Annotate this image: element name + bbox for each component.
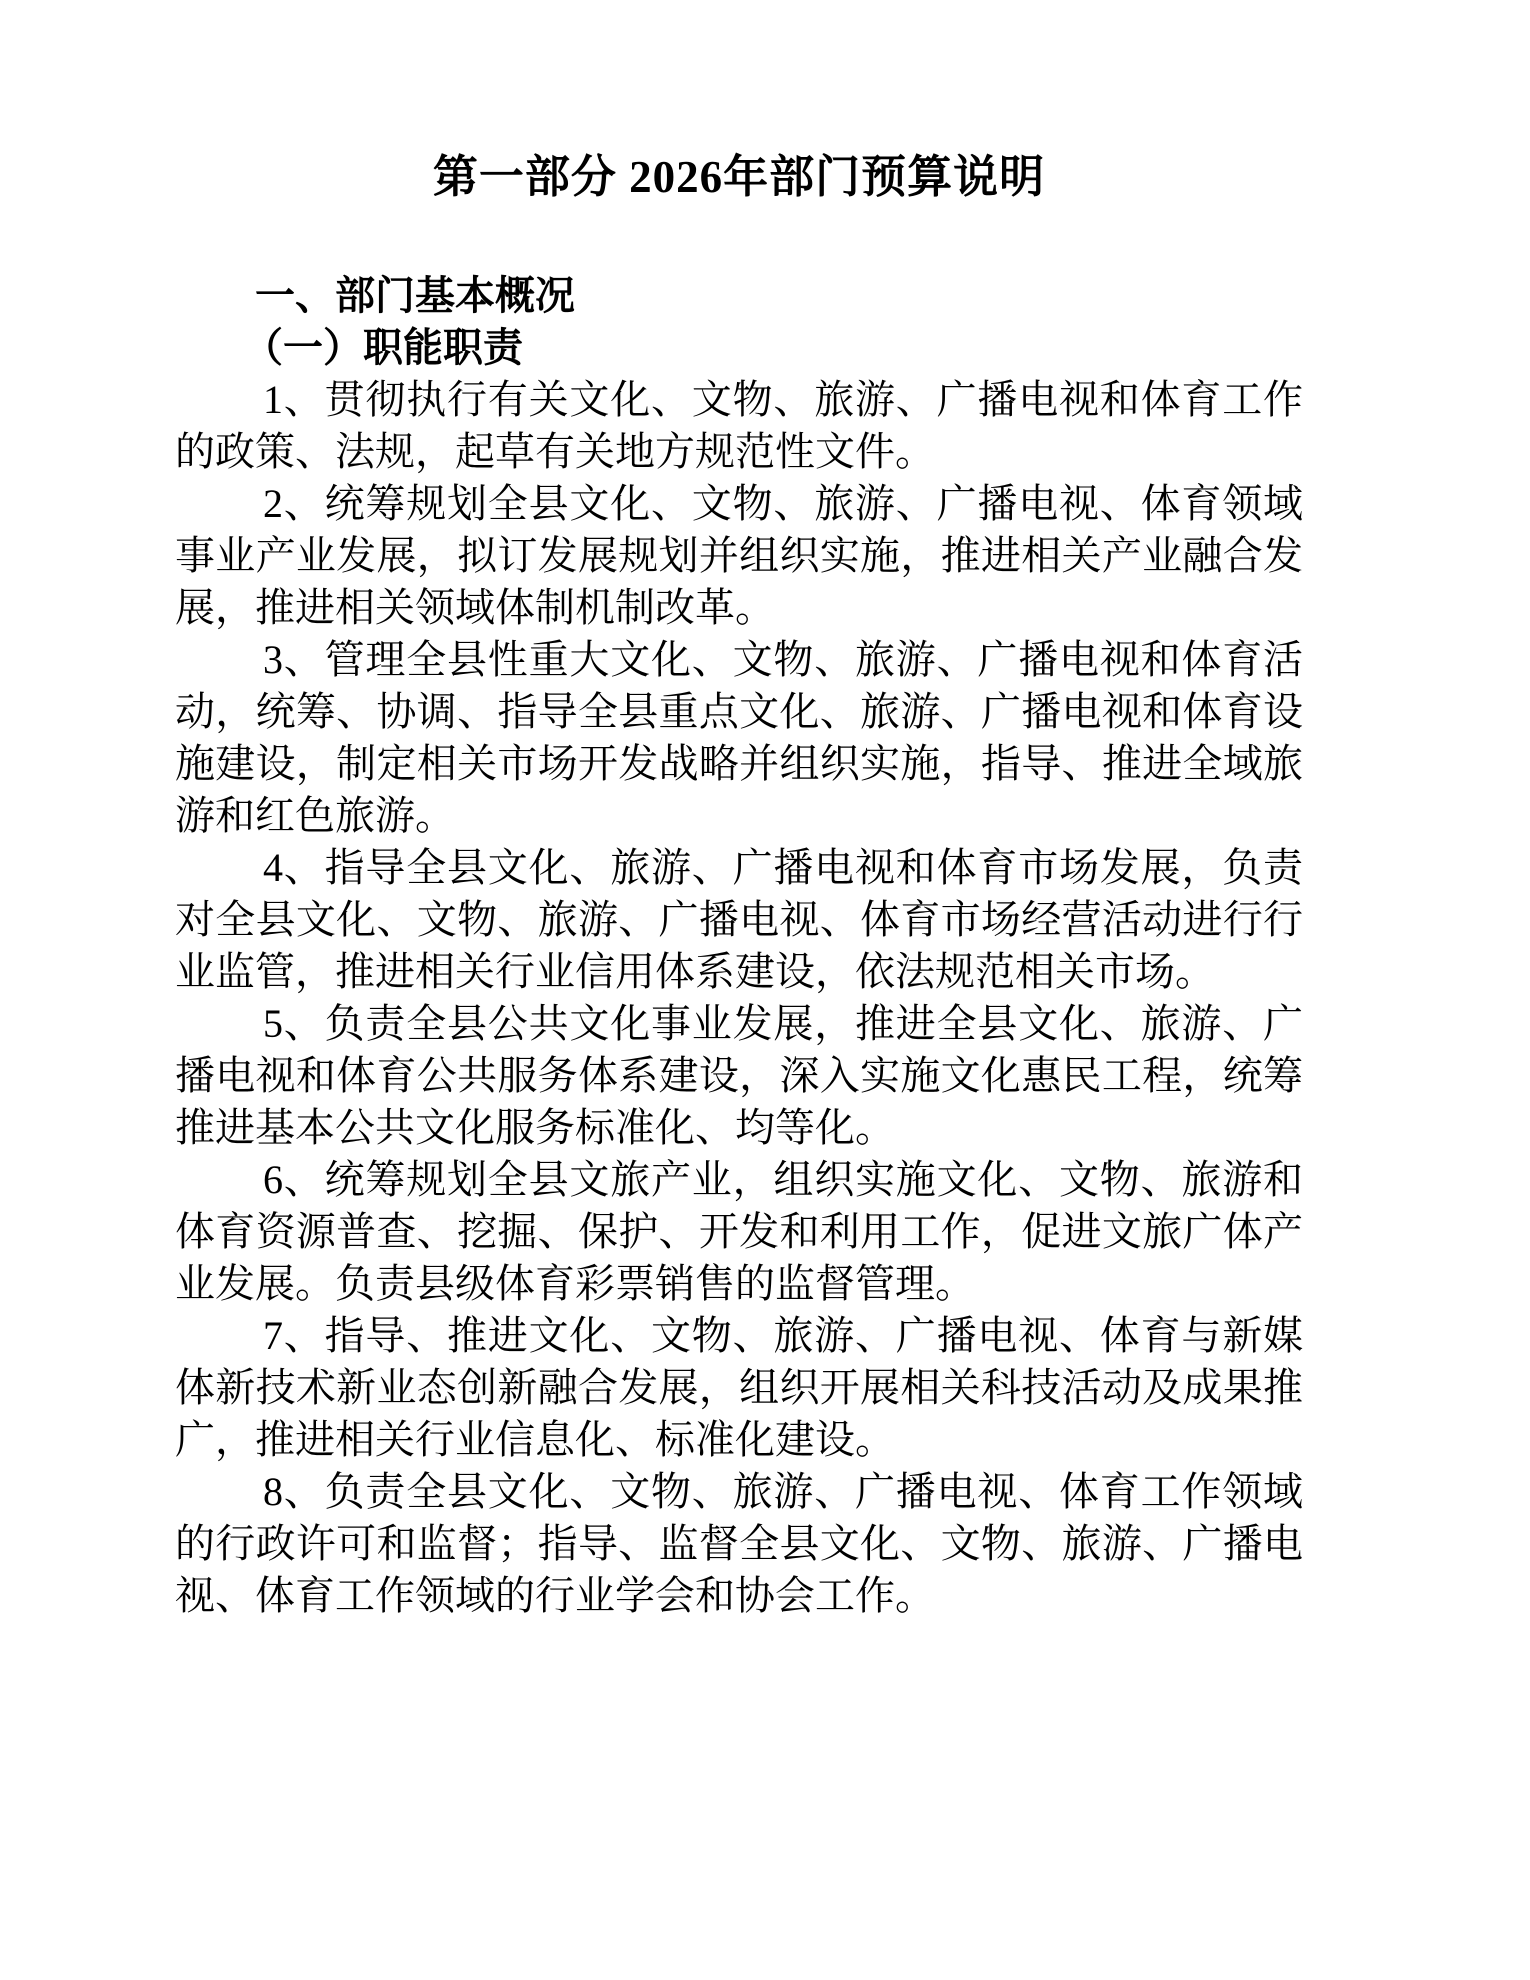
body-paragraph: 8、负责全县文化、文物、旅游、广播电视、体育工作领域的行政许可和监督；指导、监督全县文化、文物、旅游、广播电视、体育工作领域的行业学会和协会工作。	[175, 1469, 1303, 1618]
body-paragraph: 5、负责全县公共文化事业发展，推进全县文化、旅游、广播电视和体育公共服务体系建设，深入实施文化惠民工程，统筹推进基本公共文化服务标准化、均等化。	[175, 1001, 1303, 1150]
body-paragraph: 4、指导全县文化、旅游、广播电视和体育市场发展，负责对全县文化、文物、旅游、广播电视、体育市场经营活动进行行业监管，推进相关行业信用体系建设，依法规范相关市场。	[175, 845, 1303, 994]
body-paragraph: 7、指导、推进文化、文物、旅游、广播电视、体育与新媒体新技术新业态创新融合发展，组织开展相关科技活动及成果推广，推进相关行业信息化、标准化建设。	[175, 1313, 1303, 1462]
body-paragraph: 2、统筹规划全县文化、文物、旅游、广播电视、体育领域事业产业发展，拟订发展规划并组织实施，推进相关产业融合发展，推进相关领域体制机制改革。	[175, 481, 1303, 630]
body-paragraph: 1、贯彻执行有关文化、文物、旅游、广播电视和体育工作的政策、法规，起草有关地方规范性文件。	[175, 377, 1303, 474]
section-heading-basic-overview: 一、部门基本概况	[255, 273, 575, 318]
document-content	[175, 0, 1303, 1622]
body-paragraph: 6、统筹规划全县文旅产业，组织实施文化、文物、旅游和体育资源普查、挖掘、保护、开发和利用工作，促进文旅广体产业发展。负责县级体育彩票销售的监督管理。	[175, 1157, 1303, 1306]
paragraph-list	[175, 374, 1303, 1622]
body-paragraph: 3、管理全县性重大文化、文物、旅游、广播电视和体育活动，统筹、协调、指导全县重点文化、旅游、广播电视和体育设施建设，制定相关市场开发战略并组织实施，指导、推进全域旅游和红色旅游。	[175, 637, 1303, 838]
subsection-heading-duties: （一）职能职责	[243, 325, 523, 370]
document-title: 第一部分 2026年部门预算说明	[432, 152, 1046, 202]
